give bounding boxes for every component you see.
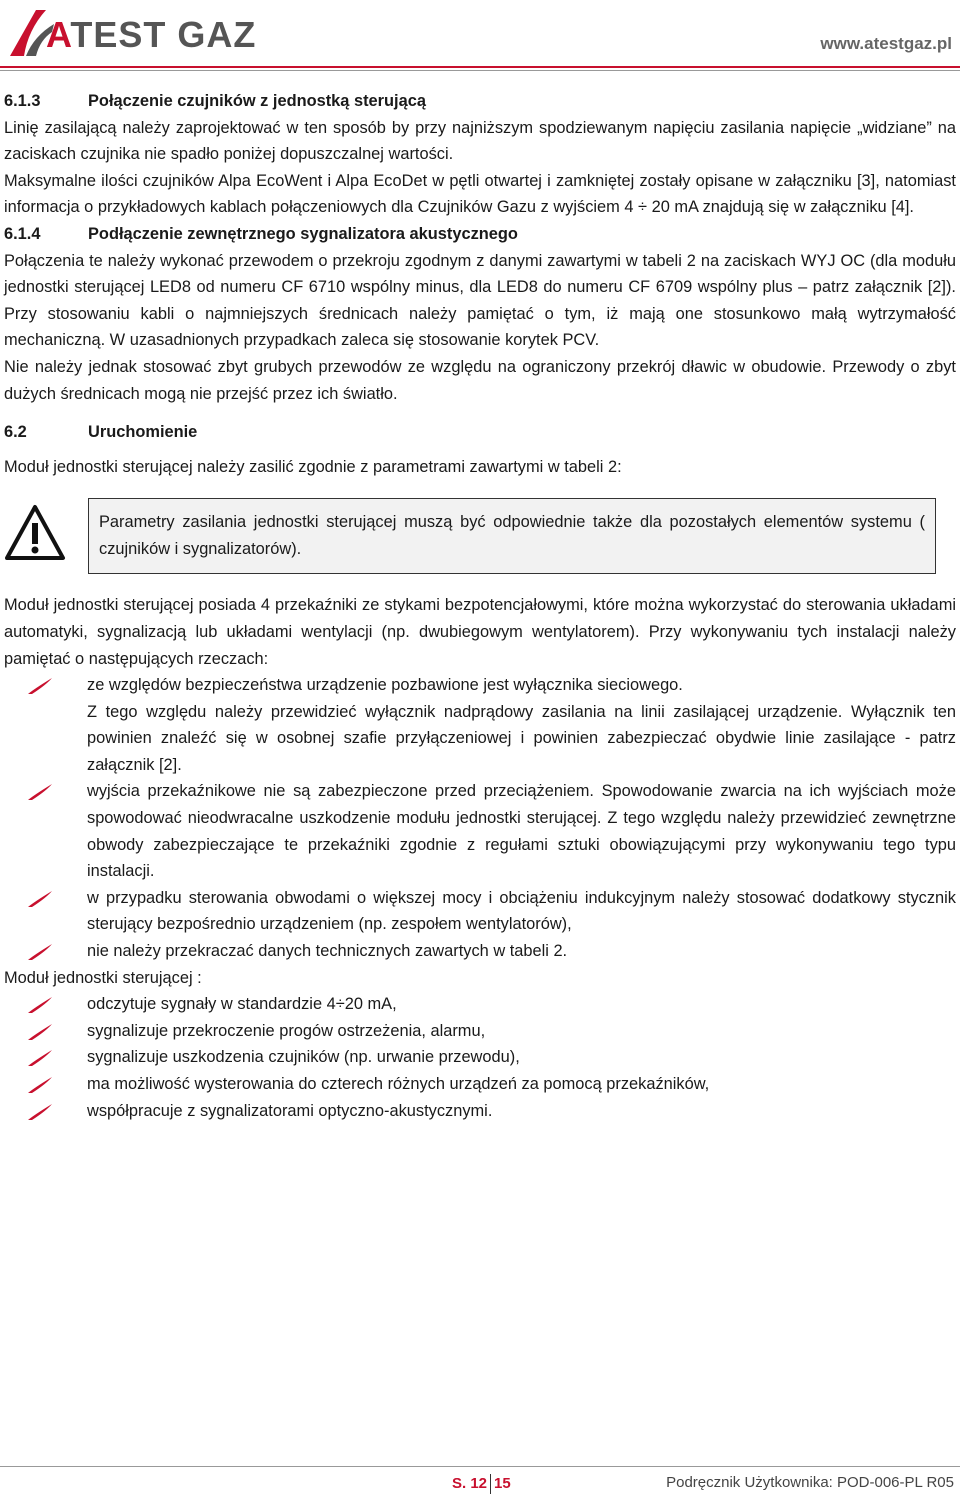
slash-bullet-icon — [26, 943, 56, 961]
list-item: współpracuje z sygnalizatorami optyczno-akustycznymi. — [4, 1098, 956, 1125]
slash-bullet-icon — [26, 677, 56, 695]
footer-divider — [0, 1466, 960, 1467]
list-item: sygnalizuje uszkodzenia czujników (np. urwanie przewodu), — [4, 1044, 956, 1071]
paragraph: Połączenia te należy wykonać przewodem o przekroju zgodnym z danymi zawartymi w tabeli 2 na zaciskach WYJ OC (dla modułu jednostki sterującej LED8 od numeru CF 6710 wspólny minus, dla LED8 do numeru CF 6709 wspólny plus – patrz załącznik [2]). Przy stosowaniu kabli o najmniejszych średnicach należy pamiętać o tym, iż mają one stosunkowo małą wytrzymałość mechaniczną. W uzasadnionych przypadkach zaleca się stosowanie korytek PCV. — [4, 251, 956, 350]
paragraph: Moduł jednostki sterującej posiada 4 przekaźniki ze stykami bezpotencjałowymi, które można wykorzystać do sterowania układami automatyki, sygnalizacją lub układami wentylacji (np. dwubiegowym wentylatorem). Przy wykonywaniu tych instalacji należy pamiętać o następujących rzeczach: — [4, 596, 956, 668]
list-item: ze względów bezpieczeństwa urządzenie pozbawione jest wyłącznika sieciowego. Z tego względu należy przewidzieć wyłącznik nadprądowy zasilania na linii zasilającej urządzenie. Wyłącznik ten powinien znaleźć się w osobnej szafie przyłączeniowej i powinien zabezpieczać obydwie linie zasilające - patrz załącznik [2]. — [4, 672, 956, 778]
paragraph: Maksymalne ilości czujników Alpa EcoWent i Alpa EcoDet w pętli otwartej i zamkniętej zostały opisane w załączniku [3], natomiast informacja o przykładowych kablach połączeniowych dla Czujników Gazu z wyjściem 4 ÷ 20 mA znajdują się w załączniku [4]. — [4, 171, 956, 217]
slash-bullet-icon — [26, 890, 56, 908]
document-id: Podręcznik Użytkownika: POD-006-PL R05 — [666, 1474, 954, 1491]
section-heading-6-2: 6.2 Uruchomienie — [4, 423, 198, 442]
slash-bullet-icon — [26, 1049, 56, 1067]
warning-block — [4, 498, 956, 580]
functions-list — [4, 991, 956, 1124]
warning-icon — [4, 504, 66, 562]
paragraph: Moduł jednostki sterującej należy zasilić zgodnie z parametrami zawartymi w tabeli 2: — [4, 457, 622, 476]
list-item: ma możliwość wysterowania do czterech różnych urządzeń za pomocą przekaźników, — [4, 1071, 956, 1098]
list-item: odczytuje sygnały w standardzie 4÷20 mA, — [4, 991, 956, 1018]
slash-bullet-icon — [26, 1076, 56, 1094]
paragraph: Linię zasilającą należy zaprojektować w ten sposób by przy najniższym spodziewanym napięciu zasilania napięcie „widziane” na zaciskach czujnika nie spadło poniżej dopuszczalnej wartości. — [4, 118, 956, 164]
page-number: S. 12 15 — [452, 1474, 511, 1494]
list-item: wyjścia przekaźnikowe nie są zabezpieczone przed przeciążeniem. Spowodowanie zwarcia na ich wyjściach może spowodować nieodwracalne uszkodzenie modułu jednostki sterującej. Z tego względu należy przewidzieć zewnętrzne obwody zabezpieczające te przekaźniki zgodnie z regułami sztuki obowiązującymi przy wykonywaniu tego typu instalacji. — [4, 778, 956, 884]
paragraph: Moduł jednostki sterującej : — [4, 968, 202, 987]
paragraph: Nie należy jednak stosować zbyt grubych przewodów ze względu na ograniczony przekrój dławic w obudowie. Przewody o zbyt dużych średnicach mogą nie przejść przez ich światło. — [4, 357, 956, 403]
section-heading-6-1-4: 6.1.4 Podłączenie zewnętrznego sygnalizatora akustycznego — [4, 224, 518, 243]
header-divider-thin — [0, 70, 960, 71]
site-url[interactable]: www.atestgaz.pl — [820, 34, 952, 53]
slash-bullet-icon — [26, 1023, 56, 1041]
list-item: w przypadku sterowania obwodami o większej mocy i obciążeniu indukcyjnym należy stosować dodatkowy stycznik sterujący bezpośrednio urządzeniem (np. zespołem wentylatorów), — [4, 885, 956, 938]
section-heading-6-1-3: 6.1.3 Połączenie czujników z jednostką sterującą — [4, 92, 426, 110]
slash-bullet-icon — [26, 1103, 56, 1121]
content — [4, 88, 956, 1124]
header-divider — [0, 66, 960, 68]
list-item: sygnalizuje przekroczenie progów ostrzeżenia, alarmu, — [4, 1018, 956, 1045]
slash-bullet-icon — [26, 996, 56, 1014]
list-item: nie należy przekraczać danych technicznych zawartych w tabeli 2. — [4, 938, 956, 965]
relay-notes-list — [4, 672, 956, 965]
warning-text: Parametry zasilania jednostki sterującej muszą być odpowiednie także dla pozostałych elementów systemu ( czujników i sygnalizatorów). — [88, 498, 936, 573]
logo-text: ATEST GAZ — [46, 14, 257, 55]
slash-bullet-icon — [26, 783, 56, 801]
